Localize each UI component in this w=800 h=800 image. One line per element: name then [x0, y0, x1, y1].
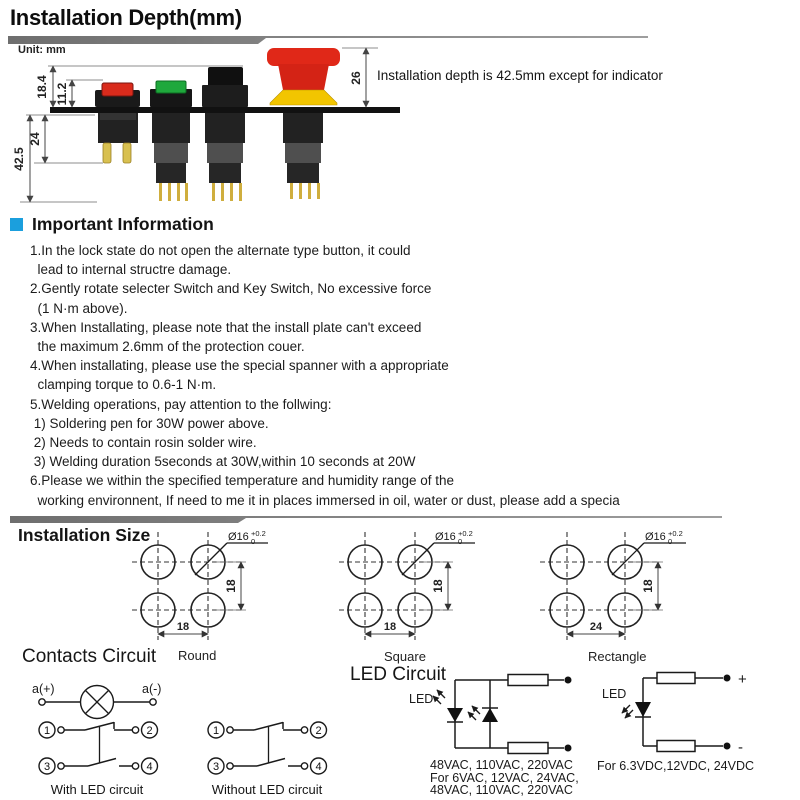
contact-block-with-led: [39, 722, 158, 774]
mounting-plate: [50, 107, 400, 113]
tolerance-lower: 0: [251, 537, 256, 546]
important-info-title: Important Information: [32, 214, 214, 234]
v-spacing: 18: [224, 579, 238, 593]
resistor: [508, 743, 548, 754]
dc-circuit-wires: [643, 678, 723, 746]
info-line: 1.In the lock state do not open the alternate type button, it could: [30, 243, 411, 258]
terminal-dot: [565, 745, 572, 752]
h-spacing: 24: [589, 621, 603, 633]
divider-shape: [10, 516, 722, 523]
terminal-3: 3: [212, 761, 220, 773]
led-symbol: [622, 702, 651, 718]
led-circuit-title: LED Circuit: [350, 664, 447, 685]
dc-led-circuit-diagram: [590, 660, 775, 760]
diameter-leader: [195, 543, 268, 575]
shape-label-square: Square: [384, 649, 426, 664]
info-line: 2.Gently rotate selecter Switch and Key Switch, No excessive force: [30, 281, 432, 297]
contacts-circuit-diagram: [10, 676, 360, 800]
drill-diagram-round: [118, 528, 278, 646]
shape-label-rectangle: Rectangle: [588, 649, 647, 664]
lamp-positive-label: a(+): [32, 682, 55, 696]
unit-label: Unit: mm: [18, 44, 66, 56]
dim-indicator-above: 11.2: [55, 82, 69, 106]
info-line: clamping torque to 0.6-1 N·m.: [30, 377, 217, 393]
info-line: 4.When installating, please use the special spanner with a appropriate: [30, 358, 449, 374]
page-title: Installation Depth(mm): [10, 5, 242, 30]
drill-diagram-square: [325, 528, 485, 646]
green-pushbutton: [150, 81, 192, 201]
dim-short-below: 24: [28, 132, 42, 146]
installation-depth-note: Installation depth is 42.5mm except for indicator: [377, 68, 663, 83]
dc-voltage-text: For 6.3VDC,12VDC, 24VDC: [597, 759, 755, 773]
ac-led-circuit-diagram: [395, 670, 585, 760]
holes: [550, 545, 642, 627]
shape-label-round: Round: [178, 648, 217, 663]
v-spacing: 18: [431, 579, 445, 593]
terminal-2: 2: [146, 725, 153, 737]
info-line: 3) Welding duration 5seconds at 30W,within 10 seconds at 20W: [30, 454, 416, 470]
led-pair-symbol: [433, 690, 498, 722]
terminal-3: 3: [43, 761, 51, 773]
section-divider-bar: [0, 516, 730, 525]
info-line: the maximum 2.6mm of the protection couer.: [30, 339, 305, 355]
tolerance-lower: 0: [668, 537, 673, 546]
installation-size-title: Installation Size: [18, 525, 151, 545]
plus-terminal-label: +: [738, 671, 747, 688]
terminal-dot: [724, 675, 731, 682]
resistor: [508, 675, 548, 686]
terminal-dot: [565, 677, 572, 684]
ac-voltage-text: [430, 759, 579, 797]
diameter-leader: [612, 543, 686, 575]
dim-total-above: 18.4: [35, 75, 49, 99]
lamp-symbol: [39, 686, 156, 719]
ac-circuit-wires: [455, 680, 564, 748]
tolerance-lower: 0: [458, 537, 463, 546]
info-line: 1) Soldering pen for 30W power above.: [30, 415, 269, 431]
diameter-leader: [402, 543, 475, 575]
ac-voltage-line: 48VAC, 110VAC, 220VAC: [430, 783, 573, 798]
info-line: 2) Needs to contain rosin solder wire.: [30, 435, 257, 451]
lamp-negative-label: a(-): [142, 682, 162, 696]
tolerance-upper: +0.2: [458, 529, 473, 538]
dim-full-below: 42.5: [12, 147, 26, 171]
resistor: [657, 673, 695, 684]
ac-voltage-line: 48VAC, 110VAC, 220VAC: [430, 758, 573, 772]
info-line: working environnent, If need to me it in places immersed in oil, water or dust, please add a specia: [30, 492, 620, 508]
terminal-4: 4: [315, 761, 322, 773]
black-selector-switch: [202, 67, 248, 201]
led-label: LED: [409, 692, 434, 706]
terminal-1: 1: [212, 725, 220, 737]
info-line: lead to internal structre damage.: [30, 262, 232, 278]
important-info-list: [30, 241, 620, 510]
minus-terminal-label: -: [738, 739, 743, 756]
info-line: 3.When Installating, please note that the install plate can't exceed: [30, 319, 422, 335]
tolerance-upper: +0.2: [251, 529, 266, 538]
h-spacing: 18: [383, 621, 397, 633]
dim-mushroom-height: 26: [349, 71, 363, 85]
hole-diameter: Ø16: [435, 531, 456, 543]
h-spacing: 18: [176, 621, 190, 633]
blue-square-bullet: [10, 218, 23, 231]
red-pushbutton: [95, 83, 140, 163]
terminal-2: 2: [315, 725, 322, 737]
without-led-label: Without LED circuit: [211, 782, 323, 797]
emergency-stop-button: [267, 48, 340, 199]
important-info-header: [10, 214, 214, 235]
drill-diagram-rectangle: [528, 528, 703, 646]
ac-voltage-line: For 6VAC, 12VAC, 24VAC,: [430, 770, 579, 785]
terminal-1: 1: [43, 725, 51, 737]
info-line: (1 N·m above).: [30, 300, 128, 316]
contact-block-without-led: [208, 722, 327, 774]
led-label: LED: [602, 687, 627, 701]
hole-diameter: Ø16: [228, 531, 249, 543]
v-spacing: 18: [641, 579, 655, 593]
terminal-4: 4: [146, 761, 153, 773]
tolerance-upper: +0.2: [668, 529, 683, 538]
info-line: 6.Please we within the specified temperature and humidity range of the: [30, 473, 454, 489]
with-led-label: With LED circuit: [50, 782, 144, 797]
terminal-dot: [724, 743, 731, 750]
resistor: [657, 741, 695, 752]
info-line: 5.Welding operations, pay attention to the follwing:: [30, 396, 332, 412]
hole-diameter: Ø16: [645, 531, 666, 543]
contacts-circuit-title: Contacts Circuit: [22, 646, 157, 667]
